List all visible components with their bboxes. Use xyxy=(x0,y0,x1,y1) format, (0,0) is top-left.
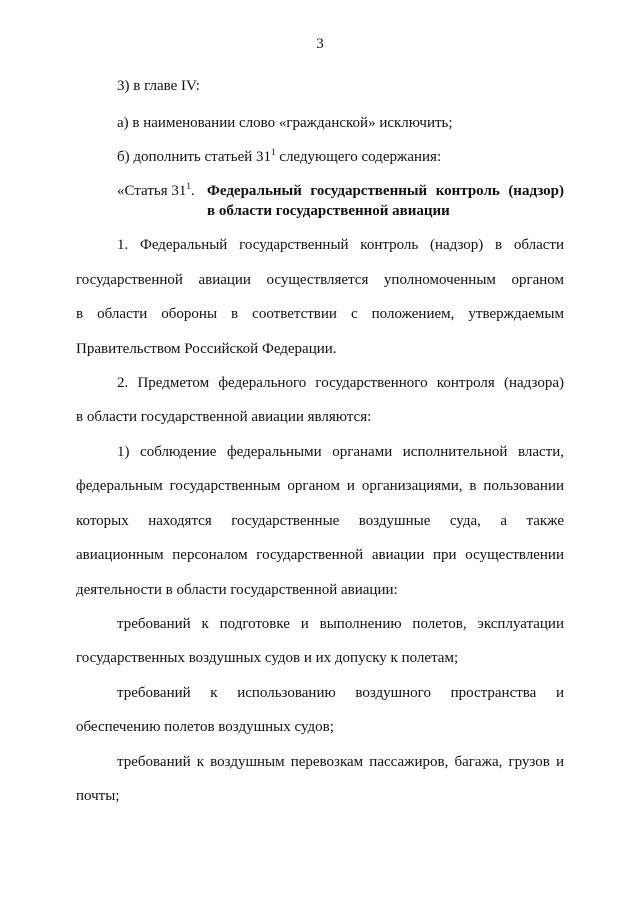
paragraph-3-line-4: авиационным персоналом государственной авиации при осуществлении xyxy=(76,547,564,563)
paragraph-1-line-4: Правительством Российской Федерации. xyxy=(76,341,337,357)
paragraph-3-line-2: федеральным государственным органом и организациями, в пользовании xyxy=(76,478,564,494)
item-a: а) в наименовании слово «гражданской» исключить; xyxy=(117,115,453,131)
paragraph-6-line-2: почты; xyxy=(76,788,120,804)
paragraph-1-line-3: в области обороны в соответствии с положением, утверждаемым xyxy=(76,306,564,322)
paragraph-5-line-2: обеспечению полетов воздушных судов; xyxy=(76,719,334,735)
item-b-text: б) дополнить статьей 31 xyxy=(117,149,272,165)
paragraph-2-line-2: в области государственной авиации являются: xyxy=(76,409,372,425)
paragraph-6-line-1: требований к воздушным перевозкам пассажиров, багажа, грузов и xyxy=(117,754,564,770)
article-title-line-1: Федеральный государственный контроль (надзор) xyxy=(207,183,564,199)
chapter-item: 3) в главе IV: xyxy=(117,78,200,94)
article-prefix-text: «Статья 31 xyxy=(117,183,187,199)
article-title xyxy=(207,181,564,221)
paragraph-2-line-1: 2. Предметом федерального государственного контроля (надзора) xyxy=(117,375,564,391)
page-number: 3 xyxy=(316,36,324,52)
article-prefix-dot: . xyxy=(190,183,195,199)
article-prefix-superscript: 1 xyxy=(186,181,191,191)
article-title-line-2: в области государственной авиации xyxy=(207,203,450,219)
paragraph-4-line-2: государственных воздушных судов и их допуску к полетам; xyxy=(76,650,459,666)
paragraph-5-line-1: требований к использованию воздушного пространства и xyxy=(117,685,564,701)
paragraph-3-line-3: которых находятся государственные воздушные суда, а также xyxy=(76,513,564,529)
article-prefix xyxy=(117,181,195,201)
paragraph-1-line-2: государственной авиации осуществляется уполномоченным органом xyxy=(76,272,564,288)
paragraph-1-line-1: 1. Федеральный государственный контроль (надзор) в области xyxy=(117,237,564,253)
paragraph-4-line-1: требований к подготовке и выполнению полетов, эксплуатации xyxy=(117,616,564,632)
item-b-tail: следующего содержания: xyxy=(275,149,442,165)
paragraph-3-line-5: деятельности в области государственной авиации: xyxy=(76,582,398,598)
item-b xyxy=(117,147,441,167)
paragraph-3-line-1: 1) соблюдение федеральными органами исполнительной власти, xyxy=(117,444,564,460)
item-b-superscript: 1 xyxy=(271,147,276,157)
